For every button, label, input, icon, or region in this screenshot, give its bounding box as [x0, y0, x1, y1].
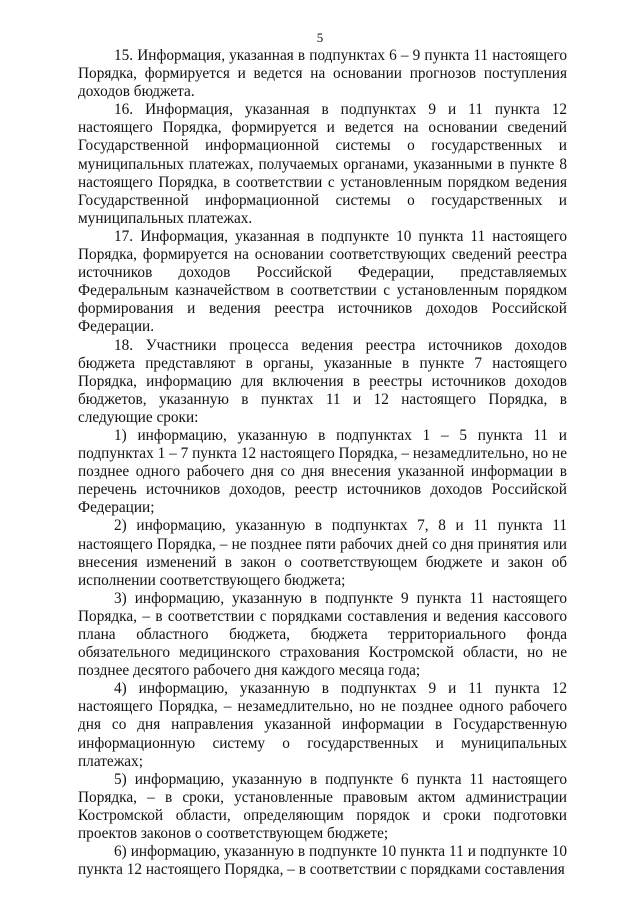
- list-item-1: 1) информацию, указанную в подпунктах 1 – 5 пункта 11 и подпунктах 1 – 7 пункта 12 настоящего Порядка, – незамедлительно, но не позднее одного рабочего дня со дня внесения указанной информации в перечень источников доходов, реестр источников доходов Российской Федерации;: [78, 426, 567, 517]
- paragraph-15: 15. Информация, указанная в подпунктах 6 – 9 пункта 11 настоящего Порядка, формируется и ведется на основании прогнозов поступления доходов бюджета.: [78, 47, 567, 101]
- list-item-6: 6) информацию, указанную в подпункте 10 пункта 11 и подпункте 10 пункта 12 настоящего Порядка, – в соответствии с порядками составления: [78, 843, 567, 879]
- paragraph-18: 18. Участники процесса ведения реестра источников доходов бюджета представляют в органы, указанные в пункте 7 настоящего Порядка, информацию для включения в реестры источников доходов бюджетов, указанную в пунктах 11 и 12 настоящего Порядка, в следующие сроки:: [78, 336, 567, 426]
- paragraph-16: 16. Информация, указанная в подпунктах 9 и 11 пункта 12 настоящего Порядка, формируется и ведется на основании сведений Государственной информационной системы о государственных и муниципальных платежах, получаемых органами, указанными в пункте 8 настоящего Порядка, в соответствии с установленным порядком ведения Государственной информационной системы о государственных и муниципальных платежах.: [78, 101, 567, 227]
- list-item-3: 3) информацию, указанную в подпункте 9 пункта 11 настоящего Порядка, – в соответствии с порядками составления и ведения кассового плана областного бюджета, бюджета территориального фонда обязательного медицинского страхования Костромской области, но не позднее десятого рабочего дня каждого месяца года;: [78, 589, 567, 680]
- list-item-4: 4) информацию, указанную в подпунктах 9 и 11 пункта 12 настоящего Порядка, – незамедлительно, но не позднее одного рабочего дня со дня направления указанной информации в Государственную информационную систему о государственных и муниципальных платежах;: [78, 680, 567, 770]
- list-item-5: 5) информацию, указанную в подпункте 6 пункта 11 настоящего Порядка, – в сроки, установленные правовым актом администрации Костромской области, определяющим порядок и сроки подготовки проектов законов о соответствующем бюджете;: [78, 770, 567, 843]
- paragraph-17: 17. Информация, указанная в подпункте 10 пункта 11 настоящего Порядка, формируется на основании соответствующих сведений реестра источников доходов Российской Федерации, представляемых Федеральным казначейством в соответствии с установленным порядком формирования и ведения реестра источников доходов Российской Федерации.: [78, 227, 567, 336]
- document-body: [78, 47, 567, 879]
- page-number: 5: [316, 30, 324, 45]
- list-item-2: 2) информацию, указанную в подпунктах 7, 8 и 11 пункта 11 настоящего Порядка, – не позднее пяти рабочих дней со дня принятия или внесения изменений в закон о соответствующем бюджете и закон об исполнении соответствующего бюджета;: [78, 517, 567, 589]
